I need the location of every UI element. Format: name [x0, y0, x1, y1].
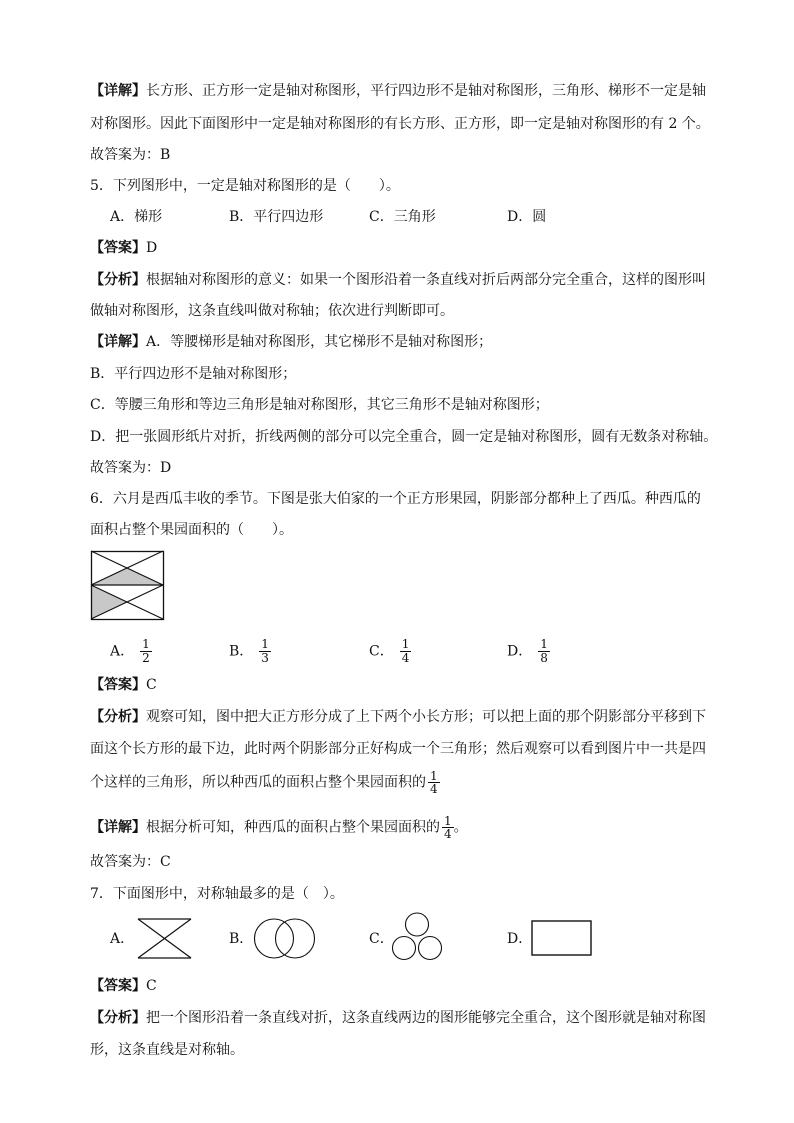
q6-option-c	[369, 638, 411, 665]
numerator: 1	[540, 637, 548, 651]
analysis-text: 观察可知，图中把大正方形分成了上下两个小长方形；可以把上面的那个阴影部分平移到下	[146, 709, 706, 725]
upper-shaded-triangle	[91, 568, 163, 585]
question-5: 5．下列图形中，一定是轴对称图形的是（ ）。	[90, 178, 400, 194]
q6-final-answer: 故答案为：C	[90, 854, 171, 870]
detail-line-2: 对称图形。因此下面图形中一定是轴对称图形的有长方形、正方形，即一定是轴对称图形的有 2 个。	[90, 116, 710, 132]
analysis-text: 根据轴对称图形的意义：如果一个图形沿着一条直线对折后两部分完全重合，这样的图形叫	[146, 272, 706, 288]
option-label: C．	[369, 643, 394, 660]
q5-analysis-2: 做轴对称图形，这条直线叫做对称轴；依次进行判断即可。	[90, 303, 454, 319]
detail-tag: 【详解】	[90, 83, 146, 99]
q6-analysis-3	[90, 770, 440, 795]
q5-detail-1	[90, 332, 492, 352]
q6-analysis-2: 面这个长方形的最下边，此时两个阴影部分正好构成一个三角形；然后观察可以看到图片中一共是四	[90, 741, 706, 757]
numerator: 1	[430, 769, 438, 783]
q6-detail	[90, 815, 468, 840]
analysis-tag: 【分析】	[90, 272, 146, 288]
option-label: A．	[110, 643, 135, 660]
denominator: 2	[142, 651, 150, 665]
analysis-tag: 【分析】	[90, 1010, 146, 1026]
q7-option-c-label: C．	[369, 931, 394, 947]
three-circles-figure	[391, 912, 443, 962]
q5-detail-4: D．把一张圆形纸片对折，折线两侧的部分可以完全重合，圆一定是轴对称图形，圆有无数条对称轴。	[90, 429, 718, 445]
analysis-text: 把一个图形沿着一条直线对折，这条直线两边的图形能够完全重合，这个图形就是轴对称图	[146, 1010, 706, 1026]
analysis-text: 个这样的三角形，所以种西瓜的面积占整个果园面积的	[90, 774, 426, 791]
q7-analysis-1	[90, 1008, 706, 1028]
denominator: 4	[401, 651, 410, 665]
detail-line-1	[90, 81, 706, 101]
q7-analysis-2: 形，这条直线是对称轴。	[90, 1042, 244, 1058]
q5-analysis-1	[90, 270, 706, 290]
numerator: 1	[444, 814, 452, 828]
q6-option-d	[507, 638, 550, 665]
question-6-line-2: 面积占整个果园面积的（ ）。	[90, 522, 293, 538]
numerator: 1	[142, 637, 150, 651]
denominator: 3	[261, 651, 269, 665]
lower-shaded-triangle	[91, 585, 127, 619]
q5-option-a: A．梯形	[110, 209, 163, 225]
option-label: B．	[229, 643, 254, 660]
q6-option-a	[110, 638, 152, 665]
q5-option-b: B．平行四边形	[229, 209, 324, 225]
q5-option-c: C．三角形	[369, 209, 436, 225]
numerator: 1	[401, 637, 410, 651]
analysis-tag: 【分析】	[90, 709, 146, 725]
answer-value: D	[146, 240, 158, 256]
two-overlapping-circles-figure	[253, 918, 317, 960]
detail-text: 长方形、正方形一定是轴对称图形，平行四边形不是轴对称图形，三角形、梯形不一定是轴	[146, 83, 706, 99]
q5-option-d: D．圆	[507, 209, 547, 225]
q6-option-b	[229, 638, 271, 665]
q7-option-a-label: A．	[110, 931, 135, 947]
answer-tag: 【答案】	[90, 677, 146, 693]
q6-answer	[90, 675, 157, 695]
question-7: 7．下面图形中，对称轴最多的是（ ）。	[90, 886, 344, 902]
detail-tag: 【详解】	[90, 334, 146, 350]
q7-answer	[90, 976, 157, 996]
period: 。	[453, 819, 468, 836]
q5-final-answer: 故答案为：D	[90, 460, 172, 476]
denominator: 4	[444, 827, 452, 841]
answer-tag: 【答案】	[90, 240, 146, 256]
question-6-line-1: 6．六月是西瓜丰收的季节。下图是张大伯家的一个正方形果园，阴影部分都种上了西瓜。种西瓜的	[90, 491, 701, 507]
hourglass-figure	[137, 918, 193, 960]
fraction-one-quarter	[442, 815, 454, 840]
fraction-one-quarter	[428, 770, 440, 795]
answer-line-4: 故答案为：B	[90, 147, 171, 163]
denominator: 8	[540, 651, 548, 665]
q7-option-b-label: B．	[229, 931, 254, 947]
numerator: 1	[261, 637, 269, 651]
detail-tag: 【详解】	[90, 819, 146, 836]
answer-value: C	[146, 677, 157, 693]
rectangle-figure	[531, 920, 593, 957]
q5-detail-3: C．等腰三角形和等边三角形是轴对称图形，其它三角形不是轴对称图形；	[90, 397, 549, 413]
answer-tag: 【答案】	[90, 978, 146, 994]
q6-analysis-1	[90, 707, 706, 727]
square-orchard-figure	[91, 551, 165, 621]
option-label: D．	[507, 643, 533, 660]
q5-answer	[90, 238, 157, 258]
answer-value: C	[146, 978, 157, 994]
denominator: 4	[430, 782, 438, 796]
detail-text: A．等腰梯形是轴对称图形，其它梯形不是轴对称图形；	[146, 334, 493, 350]
detail-text: 根据分析可知，种西瓜的面积占整个果园面积的	[146, 819, 440, 836]
q5-detail-2: B．平行四边形不是轴对称图形；	[90, 366, 297, 382]
q7-option-d-label: D．	[507, 931, 533, 947]
